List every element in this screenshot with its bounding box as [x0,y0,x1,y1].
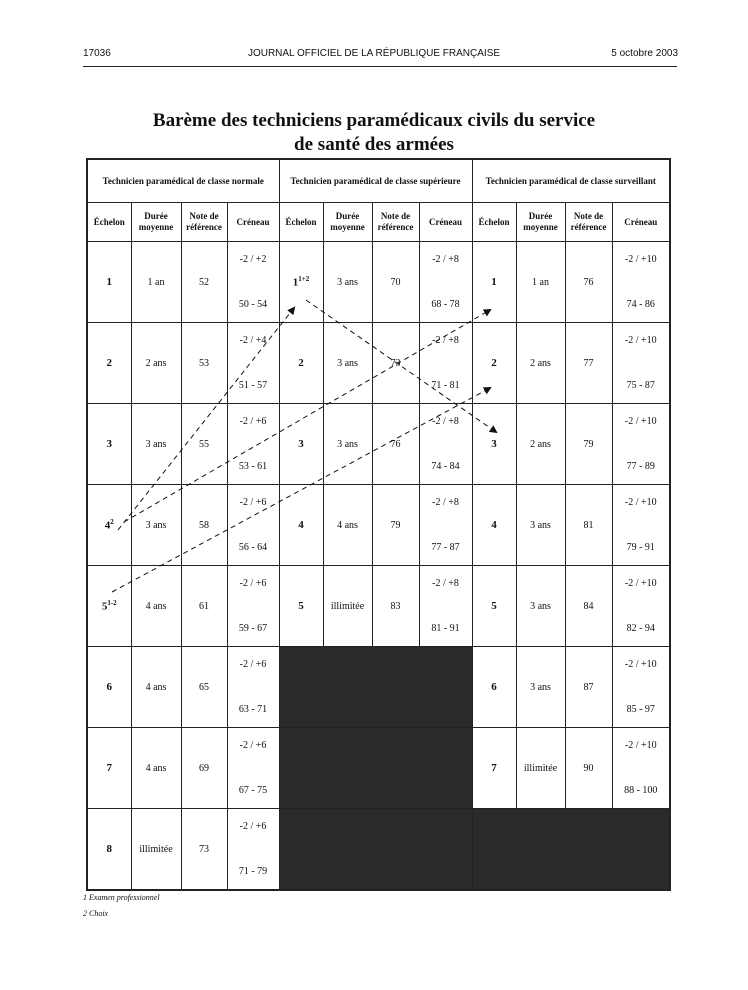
cell-creneau-surveillant [612,485,670,566]
cell-note-normale: 73 [181,809,227,891]
echelon-value: 1 [491,276,497,288]
creneau-range: -2 / +10 [624,659,657,670]
cell-duree-surveillant: 2 ans [516,404,565,485]
cell-note-normale: 55 [181,404,227,485]
cell-duree-surveillant: 3 ans [516,647,565,728]
echelon-footnote-ref: 1-2 [107,599,117,608]
creneau-bounds: 74 - 84 [431,461,460,472]
echelon-value: 4 [104,519,111,532]
echelon-value: 5 [101,600,108,613]
cell-creneau-normale [227,566,279,647]
cell-note-superieure: 76 [372,404,419,485]
creneau-range: -2 / +6 [239,578,267,589]
echelon-value: 1 [106,276,112,288]
table-row [87,404,670,485]
cell-duree-normale: 3 ans [131,485,181,566]
cell-note-surveillant: 84 [565,566,612,647]
creneau-range: -2 / +10 [624,497,657,508]
echelon-value: 4 [298,519,304,531]
cell-echelon-normale [87,809,131,891]
echelon-value: 3 [298,438,304,450]
echelon-value: 4 [491,519,497,531]
header-rule [83,66,677,67]
group-header-superieure: Technicien paramédical de classe supérieure [279,159,472,203]
creneau-bounds: 71 - 79 [238,866,268,877]
creneau-range: -2 / +6 [239,416,267,427]
cell-echelon-normale [87,485,131,566]
empty-shaded-cell [472,809,670,891]
bareme-table [86,158,671,891]
echelon-value: 6 [106,681,112,693]
empty-shaded-cell [279,647,472,728]
cell-duree-surveillant: 3 ans [516,485,565,566]
cell-creneau-normale [227,323,279,404]
cell-note-superieure: 83 [372,566,419,647]
cell-echelon-normale [87,242,131,323]
cell-creneau-normale [227,647,279,728]
publication-date: 5 octobre 2003 [611,48,678,59]
cell-creneau-normale [227,242,279,323]
table-row [87,728,670,809]
cell-echelon-normale [87,647,131,728]
col-echelon: Échelon [472,203,516,242]
cell-duree-normale: 4 ans [131,728,181,809]
cell-note-superieure: 73 [372,323,419,404]
echelon-value: 3 [106,438,112,450]
creneau-bounds: 50 - 54 [238,299,268,310]
creneau-range: -2 / +10 [624,578,657,589]
creneau-range: -2 / +6 [239,821,267,832]
cell-duree-normale: 3 ans [131,404,181,485]
creneau-bounds: 77 - 89 [626,461,655,472]
creneau-range: -2 / +10 [624,335,657,346]
creneau-bounds: 59 - 67 [238,623,268,634]
echelon-value: 2 [106,357,112,369]
creneau-bounds: 53 - 61 [238,461,268,472]
cell-echelon-surveillant [472,728,516,809]
cell-creneau-surveillant [612,647,670,728]
cell-creneau-surveillant [612,566,670,647]
cell-echelon-normale [87,728,131,809]
creneau-bounds: 68 - 78 [431,299,460,310]
creneau-range: -2 / +6 [239,497,267,508]
empty-shaded-cell [279,809,472,891]
creneau-range: -2 / +4 [239,335,267,346]
cell-echelon-surveillant [472,647,516,728]
col-echelon: Échelon [279,203,323,242]
creneau-range: -2 / +6 [239,740,267,751]
creneau-range: -2 / +8 [432,497,459,508]
cell-note-normale: 52 [181,242,227,323]
creneau-bounds: 51 - 57 [238,380,268,391]
col-duree: Durée moyenne [516,203,565,242]
cell-note-normale: 53 [181,323,227,404]
cell-echelon-superieure [279,485,323,566]
cell-creneau-superieure [419,566,472,647]
page-number: 17036 [83,48,111,59]
cell-duree-surveillant: 3 ans [516,566,565,647]
table-row [87,566,670,647]
creneau-bounds: 71 - 81 [431,380,460,391]
cell-creneau-surveillant [612,242,670,323]
echelon-value: 7 [491,762,497,774]
cell-creneau-superieure [419,323,472,404]
cell-duree-normale: 4 ans [131,566,181,647]
cell-creneau-surveillant [612,728,670,809]
cell-note-normale: 61 [181,566,227,647]
creneau-bounds: 56 - 64 [238,542,268,553]
cell-creneau-superieure [419,242,472,323]
col-duree: Durée moyenne [131,203,181,242]
cell-echelon-normale [87,566,131,647]
creneau-range: -2 / +8 [432,578,459,589]
cell-echelon-normale [87,404,131,485]
cell-creneau-normale [227,404,279,485]
cell-echelon-superieure [279,404,323,485]
col-note: Note de référence [181,203,227,242]
table-row [87,323,670,404]
cell-echelon-surveillant [472,242,516,323]
cell-echelon-superieure [279,566,323,647]
group-header-surveillant: Technicien paramédical de classe surveillant [472,159,670,203]
footnote-1: 1 Examen professionnel [83,893,160,902]
cell-note-normale: 65 [181,647,227,728]
cell-note-surveillant: 87 [565,647,612,728]
col-echelon: Échelon [87,203,131,242]
creneau-range: -2 / +8 [432,335,459,346]
col-note: Note de référence [372,203,419,242]
echelon-value: 3 [491,438,497,450]
cell-creneau-surveillant [612,323,670,404]
table-row [87,242,670,323]
document-title-line2: de santé des armées [294,134,454,155]
creneau-range: -2 / +10 [624,740,657,751]
cell-duree-normale: 2 ans [131,323,181,404]
cell-duree-superieure: illimitée [323,566,372,647]
creneau-range: -2 / +8 [432,254,459,265]
echelon-value: 7 [106,762,112,774]
echelon-value: 5 [491,600,497,612]
cell-duree-normale: 1 an [131,242,181,323]
table-row [87,647,670,728]
creneau-bounds: 79 - 91 [626,542,655,553]
cell-echelon-normale [87,323,131,404]
cell-duree-surveillant: 1 an [516,242,565,323]
cell-duree-normale: illimitée [131,809,181,891]
creneau-bounds: 82 - 94 [626,623,655,634]
cell-duree-surveillant: 2 ans [516,323,565,404]
cell-duree-superieure: 4 ans [323,485,372,566]
cell-duree-superieure: 3 ans [323,323,372,404]
cell-echelon-surveillant [472,485,516,566]
group-header-normale: Technicien paramédical de classe normale [87,159,279,203]
echelon-value: 6 [491,681,497,693]
creneau-bounds: 63 - 71 [238,704,268,715]
table-row [87,809,670,891]
echelon-value: 1 [292,276,299,289]
cell-note-surveillant: 90 [565,728,612,809]
cell-echelon-superieure [279,323,323,404]
cell-note-normale: 58 [181,485,227,566]
cell-creneau-normale [227,728,279,809]
creneau-bounds: 85 - 97 [626,704,655,715]
creneau-bounds: 81 - 91 [431,623,460,634]
footnote-2: 2 Choix [83,909,109,918]
cell-note-superieure: 79 [372,485,419,566]
echelon-value: 2 [491,357,497,369]
empty-shaded-cell [279,728,472,809]
col-note: Note de référence [565,203,612,242]
cell-note-normale: 69 [181,728,227,809]
cell-echelon-surveillant [472,323,516,404]
col-creneau: Créneau [227,203,279,242]
cell-note-surveillant: 79 [565,404,612,485]
cell-note-surveillant: 81 [565,485,612,566]
creneau-bounds: 74 - 86 [626,299,655,310]
document-title: Barème des techniciens paramédicaux civils du service [152,110,596,131]
echelon-value: 8 [106,843,112,855]
table-body [87,242,670,891]
cell-note-surveillant: 77 [565,323,612,404]
cell-creneau-superieure [419,485,472,566]
cell-echelon-surveillant [472,404,516,485]
echelon-footnote-ref: 1+2 [298,275,310,284]
creneau-range: -2 / +2 [239,254,267,265]
col-duree: Durée moyenne [323,203,372,242]
creneau-bounds: 88 - 100 [624,785,658,796]
journal-name: JOURNAL OFFICIEL DE LA RÉPUBLIQUE FRANÇAISE [247,48,501,59]
cell-duree-normale: 4 ans [131,647,181,728]
cell-note-surveillant: 76 [565,242,612,323]
cell-duree-surveillant: illimitée [516,728,565,809]
col-creneau: Créneau [612,203,670,242]
col-creneau: Créneau [419,203,472,242]
cell-echelon-surveillant [472,566,516,647]
creneau-bounds: 75 - 87 [626,380,655,391]
creneau-range: -2 / +8 [432,416,459,427]
cell-creneau-superieure [419,404,472,485]
creneau-bounds: 77 - 87 [431,542,460,553]
table-row [87,485,670,566]
creneau-range: -2 / +10 [624,254,657,265]
cell-creneau-normale [227,809,279,891]
cell-creneau-normale [227,485,279,566]
echelon-value: 2 [298,357,304,369]
cell-duree-superieure: 3 ans [323,242,372,323]
cell-duree-superieure: 3 ans [323,404,372,485]
echelon-footnote-ref: 2 [110,518,114,527]
creneau-range: -2 / +6 [239,659,267,670]
echelon-value: 5 [298,600,304,612]
cell-note-superieure: 70 [372,242,419,323]
cell-creneau-surveillant [612,404,670,485]
creneau-range: -2 / +10 [624,416,657,427]
cell-echelon-superieure [279,242,323,323]
creneau-bounds: 67 - 75 [238,785,268,796]
